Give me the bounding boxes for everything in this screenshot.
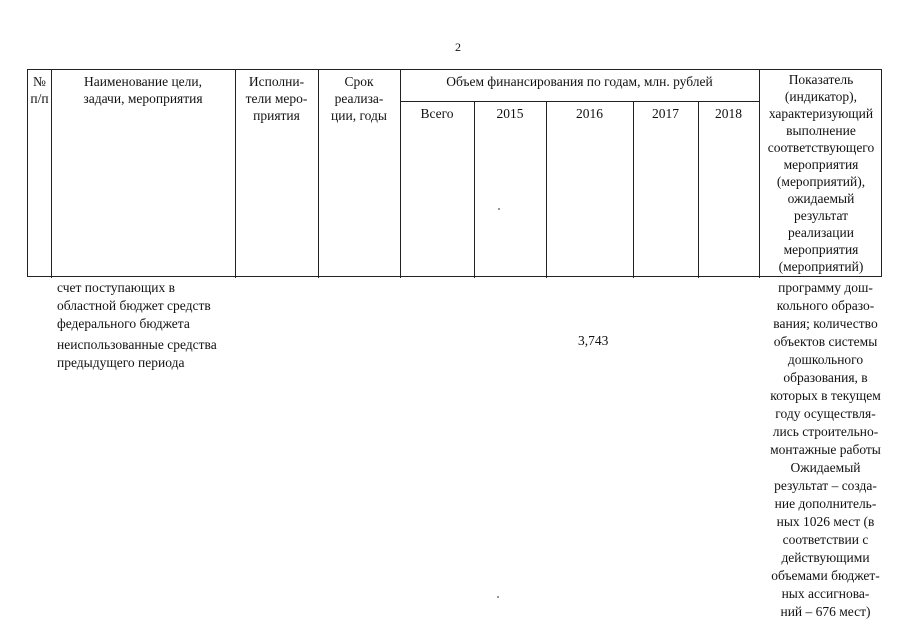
header-indicator: Показатель (индикатор), характеризующий выполнение соответствующего мероприятия (мероприятий), ожидаемый результат реализации мероприятия (мероприятий) — [767, 72, 875, 274]
amount-2016: 3,743 — [578, 333, 609, 348]
header-funding-group: Объем финансирования по годам, млн. рублей — [446, 74, 713, 89]
table-header — [27, 69, 882, 277]
column-divider — [698, 101, 699, 278]
header-year-2015: 2015 — [496, 106, 524, 121]
funding-group-divider — [400, 101, 759, 102]
header-name: Наименование цели, задачи, мероприятия — [83, 74, 203, 106]
activity-name-text: счет поступающих в областной бюджет средств федерального бюджета неиспользованные средства предыдущего периода — [57, 280, 217, 370]
header-num: № п/п — [30, 74, 49, 106]
header-year-2017: 2017 — [652, 106, 679, 121]
header-executors: Исполни- тели меро- приятия — [245, 74, 308, 123]
scan-speck — [498, 208, 500, 210]
scan-speck — [497, 596, 499, 598]
page-number: 2 — [455, 40, 461, 54]
header-year-2016: 2016 — [576, 106, 603, 121]
header-year-2018: 2018 — [715, 106, 742, 121]
header-term: Срок реализа- ции, годы — [331, 74, 387, 123]
column-divider — [633, 101, 634, 278]
indicator-text: программу дош- кольного образо- вания; количество объектов системы дошкольного образования, в которых в текущем году осуществля- лись строительно- монтажные работы Ожидаемый результат – созда- ние дополнитель- ных 1026 мест (в соответствии с действующими объемами бюджет- ных ассигнова- ний – 676 мест) — [770, 280, 881, 619]
column-divider — [474, 101, 475, 278]
header-total: Всего — [420, 106, 454, 121]
column-divider — [546, 101, 547, 278]
